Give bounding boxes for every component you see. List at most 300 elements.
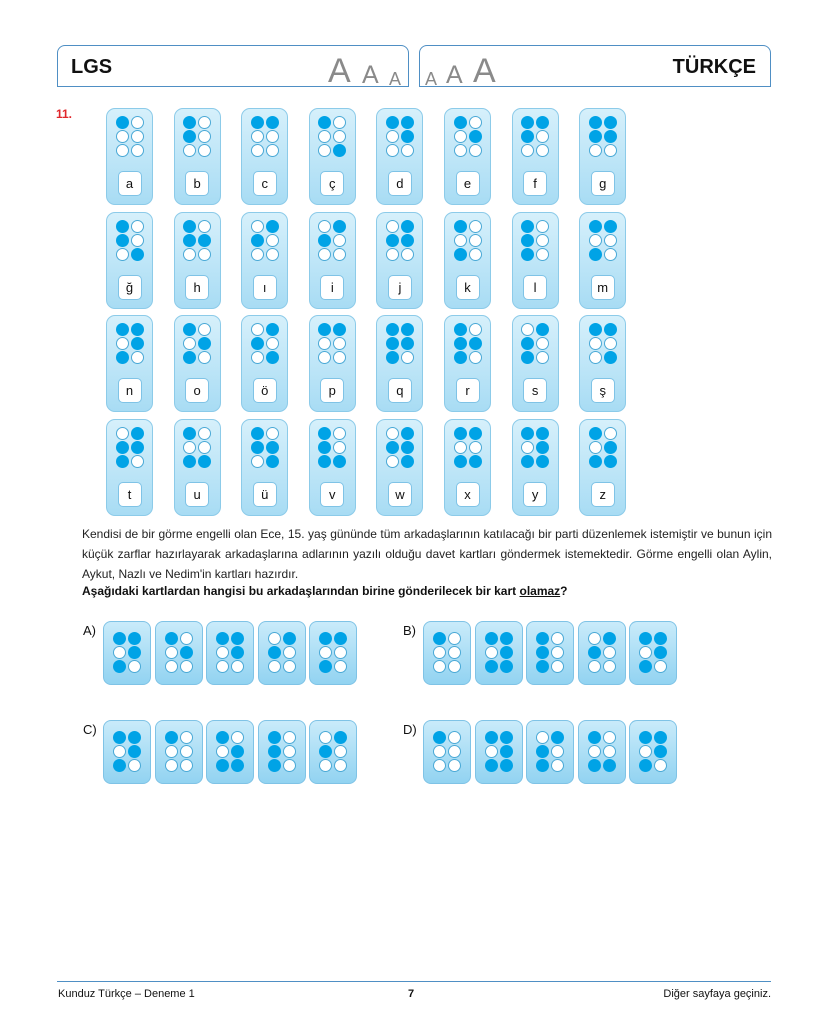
braille-dot-raised <box>588 759 601 772</box>
braille-dot-raised <box>266 441 279 454</box>
braille-dot-raised <box>536 759 549 772</box>
braille-dot-flat <box>485 745 498 758</box>
braille-dot-raised <box>469 427 482 440</box>
braille-cell <box>454 220 482 261</box>
braille-dot-raised <box>131 248 144 261</box>
braille-dot-raised <box>266 455 279 468</box>
braille-dot-flat <box>251 130 264 143</box>
braille-letter-card <box>512 108 559 205</box>
braille-dot-raised <box>268 759 281 772</box>
braille-dot-raised <box>251 337 264 350</box>
braille-dot-flat <box>551 632 564 645</box>
braille-dot-raised <box>183 116 196 129</box>
letter-label: e <box>456 171 480 196</box>
braille-dot-raised <box>401 220 414 233</box>
option-label[interactable]: A) <box>83 623 96 638</box>
braille-dot-raised <box>521 116 534 129</box>
braille-dot-flat <box>180 660 193 673</box>
braille-dot-raised <box>500 731 513 744</box>
letter-label: d <box>388 171 412 196</box>
letter-label: l <box>523 275 547 300</box>
braille-cell <box>588 632 616 673</box>
font-size-medium-glyph: A <box>446 61 463 89</box>
letter-label: ı <box>253 275 277 300</box>
braille-dot-flat <box>604 337 617 350</box>
braille-dot-raised <box>654 632 667 645</box>
braille-dot-raised <box>268 731 281 744</box>
braille-cell <box>113 632 141 673</box>
letter-label: u <box>185 482 209 507</box>
braille-dot-flat <box>333 116 346 129</box>
braille-dot-raised <box>231 632 244 645</box>
braille-dot-raised <box>268 745 281 758</box>
braille-dot-raised <box>251 116 264 129</box>
braille-dot-raised <box>183 220 196 233</box>
braille-dot-flat <box>198 351 211 364</box>
braille-cell <box>454 427 482 468</box>
option-braille-card <box>258 621 306 685</box>
braille-dot-raised <box>521 130 534 143</box>
braille-cell <box>165 731 193 772</box>
braille-dot-flat <box>183 248 196 261</box>
braille-dot-raised <box>536 632 549 645</box>
braille-dot-flat <box>469 220 482 233</box>
braille-dot-flat <box>198 116 211 129</box>
braille-cell <box>386 116 414 157</box>
braille-cell <box>183 427 211 468</box>
braille-dot-raised <box>131 441 144 454</box>
braille-dot-flat <box>216 745 229 758</box>
braille-dot-flat <box>536 220 549 233</box>
option-label[interactable]: D) <box>403 722 417 737</box>
option-braille-card <box>475 621 523 685</box>
braille-dot-flat <box>589 144 602 157</box>
braille-letter-card <box>106 419 153 516</box>
braille-dot-raised <box>333 144 346 157</box>
braille-letter-card <box>444 419 491 516</box>
braille-dot-raised <box>386 234 399 247</box>
braille-dot-raised <box>521 351 534 364</box>
option-braille-card <box>526 621 574 685</box>
braille-dot-flat <box>165 759 178 772</box>
braille-cell <box>318 427 346 468</box>
braille-dot-flat <box>333 351 346 364</box>
braille-dot-raised <box>589 455 602 468</box>
braille-dot-flat <box>318 351 331 364</box>
braille-dot-raised <box>128 632 141 645</box>
braille-dot-flat <box>113 745 126 758</box>
option-braille-card <box>103 720 151 784</box>
braille-dot-raised <box>283 632 296 645</box>
braille-dot-flat <box>334 660 347 673</box>
braille-dot-flat <box>334 646 347 659</box>
letter-label: ç <box>320 171 344 196</box>
braille-cell <box>485 731 513 772</box>
braille-dot-raised <box>116 441 129 454</box>
letter-label: i <box>320 275 344 300</box>
braille-cell <box>251 323 279 364</box>
braille-cell <box>216 731 244 772</box>
braille-cell <box>116 427 144 468</box>
option-braille-card <box>103 621 151 685</box>
option-braille-card <box>423 720 471 784</box>
braille-dot-raised <box>183 427 196 440</box>
braille-dot-flat <box>183 441 196 454</box>
braille-dot-flat <box>283 731 296 744</box>
braille-dot-flat <box>433 759 446 772</box>
braille-dot-raised <box>401 455 414 468</box>
braille-dot-flat <box>318 337 331 350</box>
question-number: 11. <box>56 107 73 121</box>
option-braille-card <box>155 621 203 685</box>
braille-dot-flat <box>433 646 446 659</box>
braille-dot-raised <box>500 745 513 758</box>
braille-dot-flat <box>319 646 332 659</box>
braille-cell <box>589 323 617 364</box>
braille-dot-flat <box>116 427 129 440</box>
braille-dot-flat <box>180 745 193 758</box>
braille-cell <box>116 220 144 261</box>
braille-dot-raised <box>536 660 549 673</box>
braille-dot-raised <box>131 427 144 440</box>
braille-letter-card <box>309 108 356 205</box>
braille-dot-raised <box>536 455 549 468</box>
font-size-large-glyph: A <box>328 52 351 90</box>
braille-letter-card <box>376 315 423 412</box>
header-right-box <box>419 45 771 90</box>
option-braille-card <box>578 720 626 784</box>
braille-dot-flat <box>589 351 602 364</box>
braille-dot-raised <box>128 646 141 659</box>
braille-dot-flat <box>165 660 178 673</box>
braille-dot-flat <box>333 441 346 454</box>
braille-dot-flat <box>183 144 196 157</box>
letter-label: a <box>118 171 142 196</box>
braille-dot-flat <box>198 441 211 454</box>
braille-dot-flat <box>180 731 193 744</box>
option-label[interactable]: C) <box>83 722 97 737</box>
braille-dot-raised <box>589 323 602 336</box>
braille-dot-raised <box>589 116 602 129</box>
braille-dot-raised <box>500 646 513 659</box>
braille-dot-flat <box>266 234 279 247</box>
braille-dot-raised <box>131 323 144 336</box>
braille-cell <box>589 116 617 157</box>
letter-label: q <box>388 378 412 403</box>
braille-dot-flat <box>536 248 549 261</box>
braille-dot-flat <box>448 646 461 659</box>
braille-dot-flat <box>216 646 229 659</box>
braille-dot-raised <box>386 116 399 129</box>
braille-dot-flat <box>551 660 564 673</box>
braille-dot-raised <box>604 220 617 233</box>
braille-dot-flat <box>401 351 414 364</box>
letter-label: ş <box>591 378 615 403</box>
braille-dot-raised <box>401 130 414 143</box>
braille-dot-raised <box>604 441 617 454</box>
braille-dot-flat <box>469 323 482 336</box>
braille-dot-raised <box>485 660 498 673</box>
braille-dot-raised <box>500 660 513 673</box>
braille-letter-card <box>174 315 221 412</box>
braille-dot-flat <box>334 745 347 758</box>
letter-label: c <box>253 171 277 196</box>
braille-dot-flat <box>454 144 467 157</box>
braille-dot-flat <box>469 351 482 364</box>
braille-letter-card <box>241 212 288 309</box>
braille-dot-flat <box>165 646 178 659</box>
braille-dot-flat <box>448 660 461 673</box>
braille-dot-raised <box>401 323 414 336</box>
braille-dot-flat <box>268 632 281 645</box>
braille-dot-raised <box>454 337 467 350</box>
letter-label: x <box>456 482 480 507</box>
braille-dot-flat <box>654 759 667 772</box>
braille-dot-flat <box>318 248 331 261</box>
letter-label: m <box>591 275 615 300</box>
option-label[interactable]: B) <box>403 623 416 638</box>
braille-letter-card <box>174 108 221 205</box>
braille-dot-raised <box>165 632 178 645</box>
font-size-small-glyph: A <box>425 69 438 89</box>
braille-dot-flat <box>116 144 129 157</box>
braille-dot-raised <box>128 731 141 744</box>
braille-dot-raised <box>433 632 446 645</box>
braille-dot-flat <box>231 660 244 673</box>
option-braille-card <box>629 720 677 784</box>
braille-dot-raised <box>401 337 414 350</box>
page-number: 7 <box>408 988 415 1000</box>
question-paragraph: Kendisi de bir görme engelli olan Ece, 15. yaş gününde tüm arkadaşlarının katılacağı bir parti düzenlemek istemiştir ve bunun için küçük zarflar hazırlayarak arkadaşlarına adlarının yazılı olduğu davet kartları göndermek istemektedir. Görme engelli olan Aylin, Aykut, Nazlı ve Nedim'in kartları hazırdır. <box>82 527 772 581</box>
braille-dot-raised <box>318 441 331 454</box>
letter-label: s <box>523 378 547 403</box>
letter-label: y <box>523 482 547 507</box>
letter-label: r <box>456 378 480 403</box>
braille-dot-flat <box>251 323 264 336</box>
braille-dot-flat <box>589 441 602 454</box>
braille-letter-card <box>444 315 491 412</box>
braille-dot-raised <box>386 337 399 350</box>
option-braille-card <box>206 720 254 784</box>
footer-booklet-name: Kunduz Türkçe – Deneme 1 <box>58 988 195 1000</box>
braille-dot-flat <box>198 323 211 336</box>
braille-dot-flat <box>318 220 331 233</box>
braille-dot-flat <box>604 248 617 261</box>
braille-dot-raised <box>454 351 467 364</box>
braille-cell <box>251 220 279 261</box>
braille-cell <box>386 220 414 261</box>
braille-dot-flat <box>283 745 296 758</box>
letter-label: v <box>320 482 344 507</box>
braille-dot-raised <box>116 455 129 468</box>
braille-dot-flat <box>198 248 211 261</box>
braille-dot-raised <box>268 646 281 659</box>
braille-dot-raised <box>333 323 346 336</box>
braille-dot-flat <box>589 337 602 350</box>
braille-dot-flat <box>469 234 482 247</box>
braille-dot-flat <box>521 323 534 336</box>
braille-dot-flat <box>386 144 399 157</box>
braille-dot-raised <box>216 759 229 772</box>
braille-dot-flat <box>551 646 564 659</box>
braille-dot-raised <box>401 234 414 247</box>
braille-dot-raised <box>251 234 264 247</box>
braille-dot-flat <box>216 660 229 673</box>
letter-label: z <box>591 482 615 507</box>
braille-dot-raised <box>521 455 534 468</box>
braille-cell <box>251 427 279 468</box>
letter-label: t <box>118 482 142 507</box>
prompt-text: Aşağıdaki kartlardan hangisi bu arkadaşlarından birine gönderilecek bir kart <box>82 584 520 598</box>
braille-letter-card <box>579 108 626 205</box>
braille-dot-raised <box>454 248 467 261</box>
braille-dot-flat <box>469 144 482 157</box>
braille-dot-raised <box>318 234 331 247</box>
braille-cell <box>536 731 564 772</box>
letter-label: f <box>523 171 547 196</box>
braille-dot-raised <box>639 660 652 673</box>
braille-dot-raised <box>251 427 264 440</box>
braille-dot-flat <box>198 427 211 440</box>
letter-label: b <box>185 171 209 196</box>
braille-dot-raised <box>639 759 652 772</box>
braille-letter-card <box>174 212 221 309</box>
braille-letter-card <box>174 419 221 516</box>
letter-label: h <box>185 275 209 300</box>
braille-letter-card <box>376 212 423 309</box>
braille-dot-raised <box>386 351 399 364</box>
letter-label: ö <box>253 378 277 403</box>
braille-dot-flat <box>131 351 144 364</box>
braille-letter-card <box>241 108 288 205</box>
braille-dot-flat <box>469 441 482 454</box>
letter-label: n <box>118 378 142 403</box>
braille-dot-flat <box>639 646 652 659</box>
font-size-small-glyph: A <box>389 69 402 89</box>
braille-dot-raised <box>551 731 564 744</box>
braille-dot-raised <box>485 731 498 744</box>
braille-dot-flat <box>469 116 482 129</box>
braille-dot-raised <box>318 455 331 468</box>
braille-dot-flat <box>536 337 549 350</box>
braille-cell <box>183 116 211 157</box>
braille-dot-flat <box>251 248 264 261</box>
braille-dot-raised <box>589 248 602 261</box>
braille-cell <box>521 427 549 468</box>
braille-dot-flat <box>386 220 399 233</box>
braille-dot-flat <box>266 337 279 350</box>
option-braille-card <box>155 720 203 784</box>
braille-letter-card <box>512 419 559 516</box>
braille-cell <box>639 731 667 772</box>
braille-dot-raised <box>469 130 482 143</box>
option-braille-card <box>629 621 677 685</box>
braille-cell <box>521 220 549 261</box>
braille-dot-flat <box>266 427 279 440</box>
braille-dot-raised <box>500 632 513 645</box>
braille-dot-raised <box>128 745 141 758</box>
braille-dot-raised <box>604 130 617 143</box>
braille-dot-flat <box>131 116 144 129</box>
braille-dot-flat <box>604 234 617 247</box>
braille-dot-flat <box>165 745 178 758</box>
braille-cell <box>454 116 482 157</box>
braille-dot-raised <box>485 759 498 772</box>
braille-dot-raised <box>454 220 467 233</box>
braille-dot-flat <box>251 144 264 157</box>
braille-dot-raised <box>589 427 602 440</box>
braille-cell <box>485 632 513 673</box>
braille-cell <box>116 116 144 157</box>
braille-dot-flat <box>318 144 331 157</box>
braille-dot-flat <box>448 731 461 744</box>
braille-dot-flat <box>333 427 346 440</box>
subject-title: TÜRKÇE <box>672 56 756 78</box>
braille-dot-raised <box>116 220 129 233</box>
braille-dot-flat <box>454 441 467 454</box>
braille-dot-flat <box>386 130 399 143</box>
braille-dot-flat <box>251 455 264 468</box>
braille-dot-raised <box>536 745 549 758</box>
braille-dot-raised <box>454 323 467 336</box>
braille-dot-flat <box>333 234 346 247</box>
braille-dot-raised <box>639 632 652 645</box>
braille-dot-flat <box>131 220 144 233</box>
braille-dot-flat <box>521 144 534 157</box>
braille-cell <box>216 632 244 673</box>
braille-dot-flat <box>334 759 347 772</box>
braille-cell <box>251 116 279 157</box>
braille-dot-flat <box>551 759 564 772</box>
braille-dot-flat <box>113 646 126 659</box>
braille-dot-flat <box>588 745 601 758</box>
braille-dot-raised <box>266 220 279 233</box>
braille-dot-flat <box>128 660 141 673</box>
braille-letter-card <box>512 315 559 412</box>
letter-label: o <box>185 378 209 403</box>
braille-dot-flat <box>333 248 346 261</box>
braille-dot-raised <box>433 731 446 744</box>
braille-dot-raised <box>131 337 144 350</box>
braille-dot-raised <box>500 759 513 772</box>
braille-dot-flat <box>116 130 129 143</box>
braille-dot-raised <box>180 646 193 659</box>
braille-cell <box>318 220 346 261</box>
braille-dot-flat <box>588 660 601 673</box>
braille-dot-raised <box>113 731 126 744</box>
braille-letter-card <box>579 315 626 412</box>
braille-dot-raised <box>386 323 399 336</box>
braille-dot-raised <box>216 632 229 645</box>
braille-dot-raised <box>536 427 549 440</box>
braille-dot-flat <box>551 745 564 758</box>
braille-dot-raised <box>113 660 126 673</box>
braille-cell <box>589 427 617 468</box>
braille-dot-raised <box>639 731 652 744</box>
letter-label: j <box>388 275 412 300</box>
braille-letter-card <box>309 212 356 309</box>
braille-dot-raised <box>604 323 617 336</box>
braille-dot-flat <box>589 234 602 247</box>
braille-dot-raised <box>216 731 229 744</box>
braille-dot-raised <box>183 323 196 336</box>
braille-dot-raised <box>333 220 346 233</box>
braille-dot-flat <box>448 745 461 758</box>
braille-letter-card <box>106 315 153 412</box>
braille-dot-raised <box>454 427 467 440</box>
braille-dot-raised <box>654 646 667 659</box>
braille-dot-raised <box>266 351 279 364</box>
